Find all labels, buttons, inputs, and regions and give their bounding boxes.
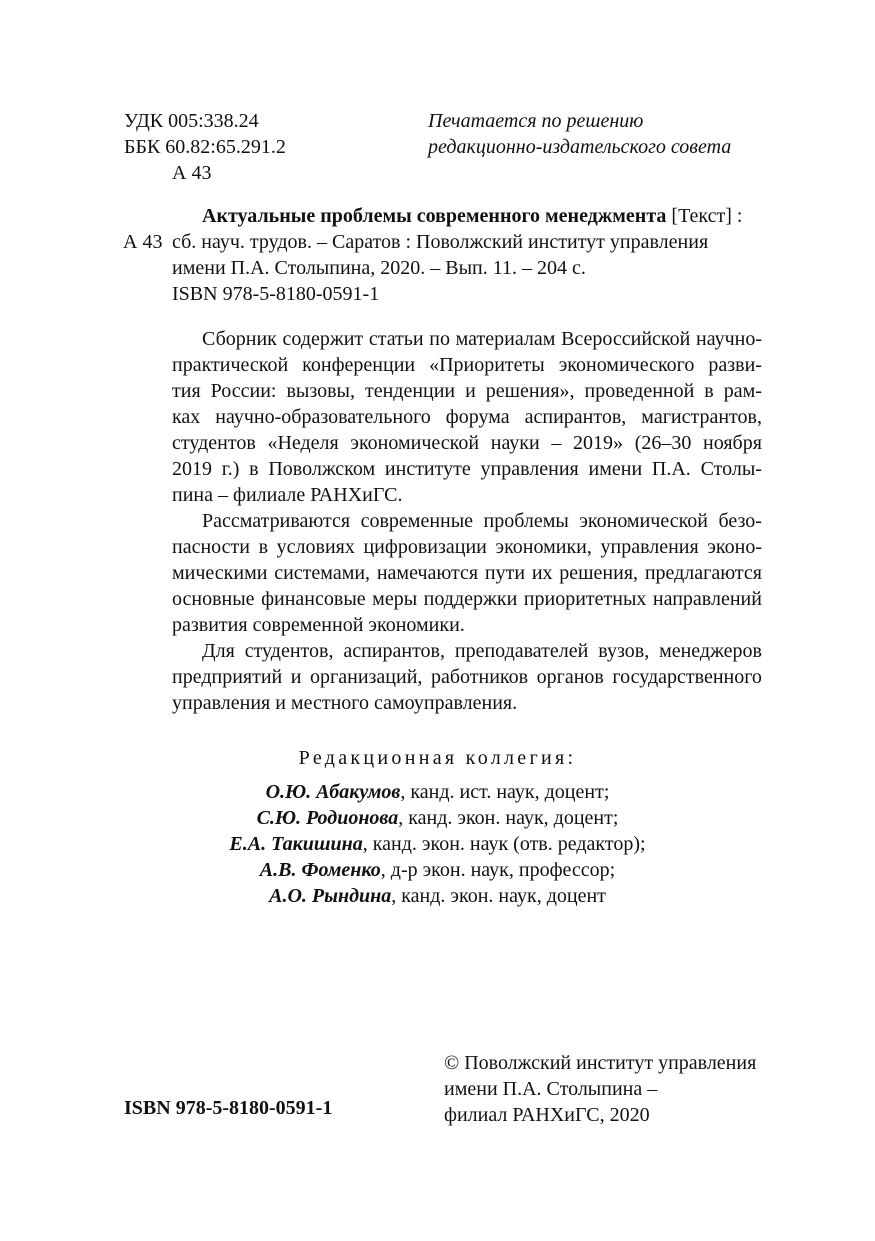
udk-code: УДК 005:338.24 (124, 110, 259, 132)
annotation-word: тия (172, 380, 201, 402)
annotation-word: Для (202, 640, 235, 662)
board-member-info: , д-р экон. наук, профессор; (380, 859, 616, 881)
annotation-word: органов (536, 666, 604, 688)
annotation-line (172, 560, 762, 586)
annotation-word: материалам (455, 328, 556, 350)
annotation-word: государственного (612, 666, 762, 688)
annotation-word: тенденции (364, 380, 456, 402)
annotation-word: современные (360, 510, 474, 532)
board-member-info: , канд. экон. наук, доцент (391, 885, 606, 907)
annotation-word: ках (172, 406, 201, 428)
annotation-word: «Приоритеты (429, 354, 545, 376)
record-title-line (172, 203, 742, 229)
annotation-line (172, 326, 762, 352)
record-isbn: ISBN 978-5-8180-0591-1 (172, 283, 380, 305)
annotation (172, 326, 762, 716)
board-member-name: А.В. Фоменко (259, 859, 381, 881)
annotation-word: эконо- (707, 536, 762, 558)
annotation-word: и (465, 380, 476, 402)
editorial-board (0, 779, 875, 909)
annotation-word: «Неделя (267, 432, 339, 454)
annotation-line: пина – филиале РАНХиГС. (172, 484, 403, 506)
annotation-line (172, 638, 762, 664)
board-member-name: Е.А. Такишина (229, 833, 363, 855)
board-member-info: , канд. экон. наук, доцент; (398, 807, 619, 829)
annotation-word: по (429, 328, 450, 350)
annotation-line (172, 534, 762, 560)
annotation-word: проблемы (483, 510, 569, 532)
record-author-mark: А 43 (123, 231, 163, 253)
annotation-line (172, 586, 762, 612)
annotation-word: намечаются (376, 562, 479, 584)
annotation-word: магистрантов, (641, 406, 762, 428)
bbk-code: ББК 60.82:65.291.2 (124, 136, 286, 158)
board-member-info: , канд. ист. наук, доцент; (400, 781, 610, 803)
annotation-word: науки (490, 432, 540, 454)
annotation-word: в (249, 458, 259, 480)
annotation-word: условиях (276, 536, 355, 558)
annotation-word: Сборник (202, 328, 277, 350)
annotation-word: меры (372, 588, 418, 610)
annotation-word: научно- (696, 328, 762, 350)
annotation-word: Поволжском (268, 458, 376, 480)
annotation-word: основные (172, 588, 255, 610)
annotation-word: – (551, 432, 562, 454)
annotation-line (172, 664, 762, 690)
annotation-word: решения», (485, 380, 575, 402)
annotation-word: мическими (172, 562, 268, 584)
annotation-word: безо- (718, 510, 762, 532)
bibliographic-record (172, 203, 742, 307)
publishing-note-line-2: редакционно-издательского совета (428, 136, 732, 158)
annotation-word: П.А. (651, 458, 691, 480)
annotation-word: менеджеров (659, 640, 762, 662)
annotation-word: поддержки (423, 588, 518, 610)
board-member-name: О.Ю. Абакумов (265, 781, 401, 803)
annotation-word: экономического (558, 354, 695, 376)
annotation-line: развития современной экономики. (172, 614, 465, 636)
board-member-info: , канд. экон. наук (отв. редактор); (362, 833, 646, 855)
annotation-word: в (258, 536, 269, 558)
annotation-word: 2019» (573, 432, 624, 454)
book-title: Актуальные проблемы современного менеджмента (202, 205, 667, 227)
annotation-word: (26–30 (634, 432, 692, 454)
annotation-word: форума (445, 406, 510, 428)
annotation-word: в (704, 380, 714, 402)
annotation-word: управления (600, 536, 699, 558)
annotation-word: предприятий (172, 666, 283, 688)
annotation-word: управления (480, 458, 579, 480)
annotation-word: 2019 (172, 458, 212, 480)
board-member (0, 831, 875, 857)
annotation-word: научно-образовательного (215, 406, 431, 428)
annotation-line (172, 404, 762, 430)
annotation-word: их (531, 562, 553, 584)
board-member (0, 883, 875, 909)
publishing-note-line-1: Печатается по решению (428, 110, 644, 132)
annotation-word: экономической (350, 432, 480, 454)
annotation-line (172, 352, 762, 378)
annotation-word: работников (430, 666, 529, 688)
author-mark: А 43 (172, 162, 212, 184)
annotation-word: рам- (723, 380, 762, 402)
annotation-word: Всероссийской (561, 328, 691, 350)
copyright-line: имени П.А. Столыпина – (444, 1078, 658, 1100)
publishing-note (428, 108, 731, 160)
annotation-word: разви- (708, 354, 762, 376)
board-member (0, 857, 875, 883)
annotation-word: институте (384, 458, 471, 480)
annotation-word: ноября (703, 432, 762, 454)
annotation-word: и (290, 666, 302, 688)
annotation-word: Столы- (700, 458, 762, 480)
annotation-word: направлений (652, 588, 762, 610)
annotation-line (172, 456, 762, 482)
annotation-word: аспирантов, (524, 406, 627, 428)
annotation-word: пасности (172, 536, 250, 558)
board-member-name: А.О. Рындина (269, 885, 392, 907)
annotation-word: экономической (579, 510, 709, 532)
annotation-word: аспирантов, (343, 640, 445, 662)
annotation-word: финансовые (261, 588, 366, 610)
annotation-word: преподавателей (454, 640, 589, 662)
annotation-word: организаций, (310, 666, 423, 688)
annotation-line: управления и местного самоуправления. (172, 692, 518, 714)
board-member-name: С.Ю. Родионова (256, 807, 399, 829)
record-line-2: сб. науч. трудов. – Саратов : Поволжский институт управления (172, 231, 709, 253)
annotation-word: содержит (282, 328, 364, 350)
annotation-word: цифровизации (363, 536, 487, 558)
annotation-word: предлагаются (644, 562, 762, 584)
annotation-word: пути (484, 562, 526, 584)
annotation-line (172, 378, 762, 404)
editorial-board-heading: Редакционная коллегия: (298, 747, 577, 769)
annotation-word: вузов, (598, 640, 650, 662)
board-member (0, 805, 875, 831)
annotation-word: имени (588, 458, 643, 480)
board-member (0, 779, 875, 805)
annotation-word: конференции (302, 354, 416, 376)
annotation-word: экономики, (495, 536, 592, 558)
annotation-word: системами, (274, 562, 371, 584)
annotation-word: г.) (221, 458, 240, 480)
annotation-word: Рассматриваются (202, 510, 351, 532)
annotation-word: решения, (559, 562, 639, 584)
classification-codes (124, 108, 286, 186)
annotation-word: приоритетных (523, 588, 647, 610)
annotation-line (172, 430, 762, 456)
annotation-word: вызовы, (286, 380, 355, 402)
copyright-line: © Поволжский институт управления (444, 1052, 757, 1074)
annotation-word: статьи (368, 328, 424, 350)
annotation-word: России: (210, 380, 277, 402)
copyright-line: филиал РАНХиГС, 2020 (444, 1104, 650, 1126)
annotation-word: студентов, (244, 640, 334, 662)
book-title-suffix: [Текст] : (666, 205, 743, 227)
annotation-word: проведенной (584, 380, 695, 402)
record-line-3: имени П.А. Столыпина, 2020. – Вып. 11. – 204 с. (172, 257, 586, 279)
annotation-line (172, 508, 762, 534)
footer-isbn: ISBN 978-5-8180-0591-1 (124, 1097, 333, 1119)
annotation-word: студентов (172, 432, 256, 454)
annotation-word: практической (172, 354, 289, 376)
copyright-notice (444, 1050, 756, 1128)
